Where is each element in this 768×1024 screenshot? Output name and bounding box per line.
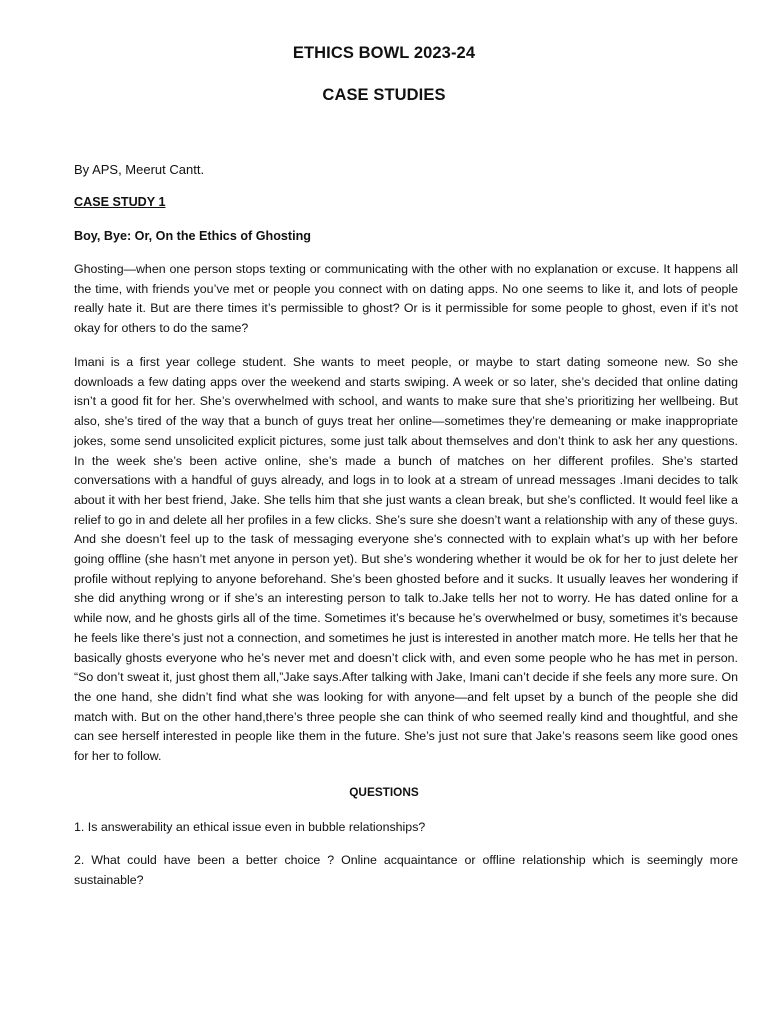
paragraph-intro: Ghosting—when one person stops texting or communicating with the other with no explanation or excuse. It happens all the time, with friends you’ve met or people you connect with on dating apps. No one seems to like it, and lots of people really hate it. But are there times it’s permissible to ghost? Or is it permissible for some people to ghost, even if it’s not okay for others to do the same? (74, 262, 738, 336)
document-title: ETHICS BOWL 2023-24 (292, 44, 476, 62)
question-item: 2. What could have been a better choice ? Online acquaintance or offline relationship which is seemingly more sustainable? (74, 853, 738, 887)
question-item: 1. Is answerability an ethical issue even in bubble relationships? (74, 820, 426, 834)
case-study-heading: CASE STUDY 1 (74, 195, 166, 209)
document-subtitle: CASE STUDIES (322, 86, 446, 104)
paragraph-case: Imani is a first year college student. She wants to meet people, or maybe to start dating someone new. So she downloads a few dating apps over the weekend and starts swiping. A week or so later, she’s decided that online dating isn’t a good fit for her. She’s overwhelmed with school, and wants to make sure that she’s prioritizing her wellbeing. But also, she’s tired of the way that a bunch of guys treat her online—sometimes they’re demeaning or make inappropriate jokes, some send unsolicited explicit pictures, some just talk about themselves and don’t think to ask her any questions. In the week she’s been active online, she’s made a bunch of matches on her different profiles. She’s started conversations with a handful of guys already, and logs in to look at a stream of unread messages .Imani decides to talk about it with her best friend, Jake. She tells him that she just wants a clean break, but she’s conflicted. It would feel like a relief to go in and delete all her profiles in a few clicks. She’s sure she doesn’t want a relationship with any of these guys. And she doesn’t feel up to the task of messaging everyone she’s connected with to explain what’s up with her before going offline (she hasn’t met anyone in person yet). But she’s wondering whether it would be ok for her to just delete her profile without replying to anyone beforehand. She’s been ghosted before and it sucks. It usually leaves her wondering if she did anything wrong or if she’s an interesting person to talk to.Jake tells her not to worry. He has dated online for a while now, and he ghosts girls all of the time. Sometimes it’s because he’s overwhelmed or busy, sometimes it’s because he feels like there’s just not a connection, and sometimes he just is interested in another match more. He tells her that he basically ghosts everyone who he’s never met and doesn’t click with, and even some people who he has met in person. “So don’t sweat it, just ghost them all,”Jake says.After talking with Jake, Imani can’t decide if she feels any more sure. On the one hand, she didn’t find what she was looking for with anyone—and felt upset by a bunch of the people she did match with. But on the other hand,there’s three people she can think of who seemed really kind and thoughtful, and she can see herself interested in people like them in the future. She’s just not sure that Jake’s reasons seem like good ones for her to follow. (74, 355, 738, 764)
questions-heading: QUESTIONS (349, 785, 419, 799)
case-study-title: Boy, Bye: Or, On the Ethics of Ghosting (74, 229, 311, 243)
byline: By APS, Meerut Cantt. (74, 162, 205, 177)
